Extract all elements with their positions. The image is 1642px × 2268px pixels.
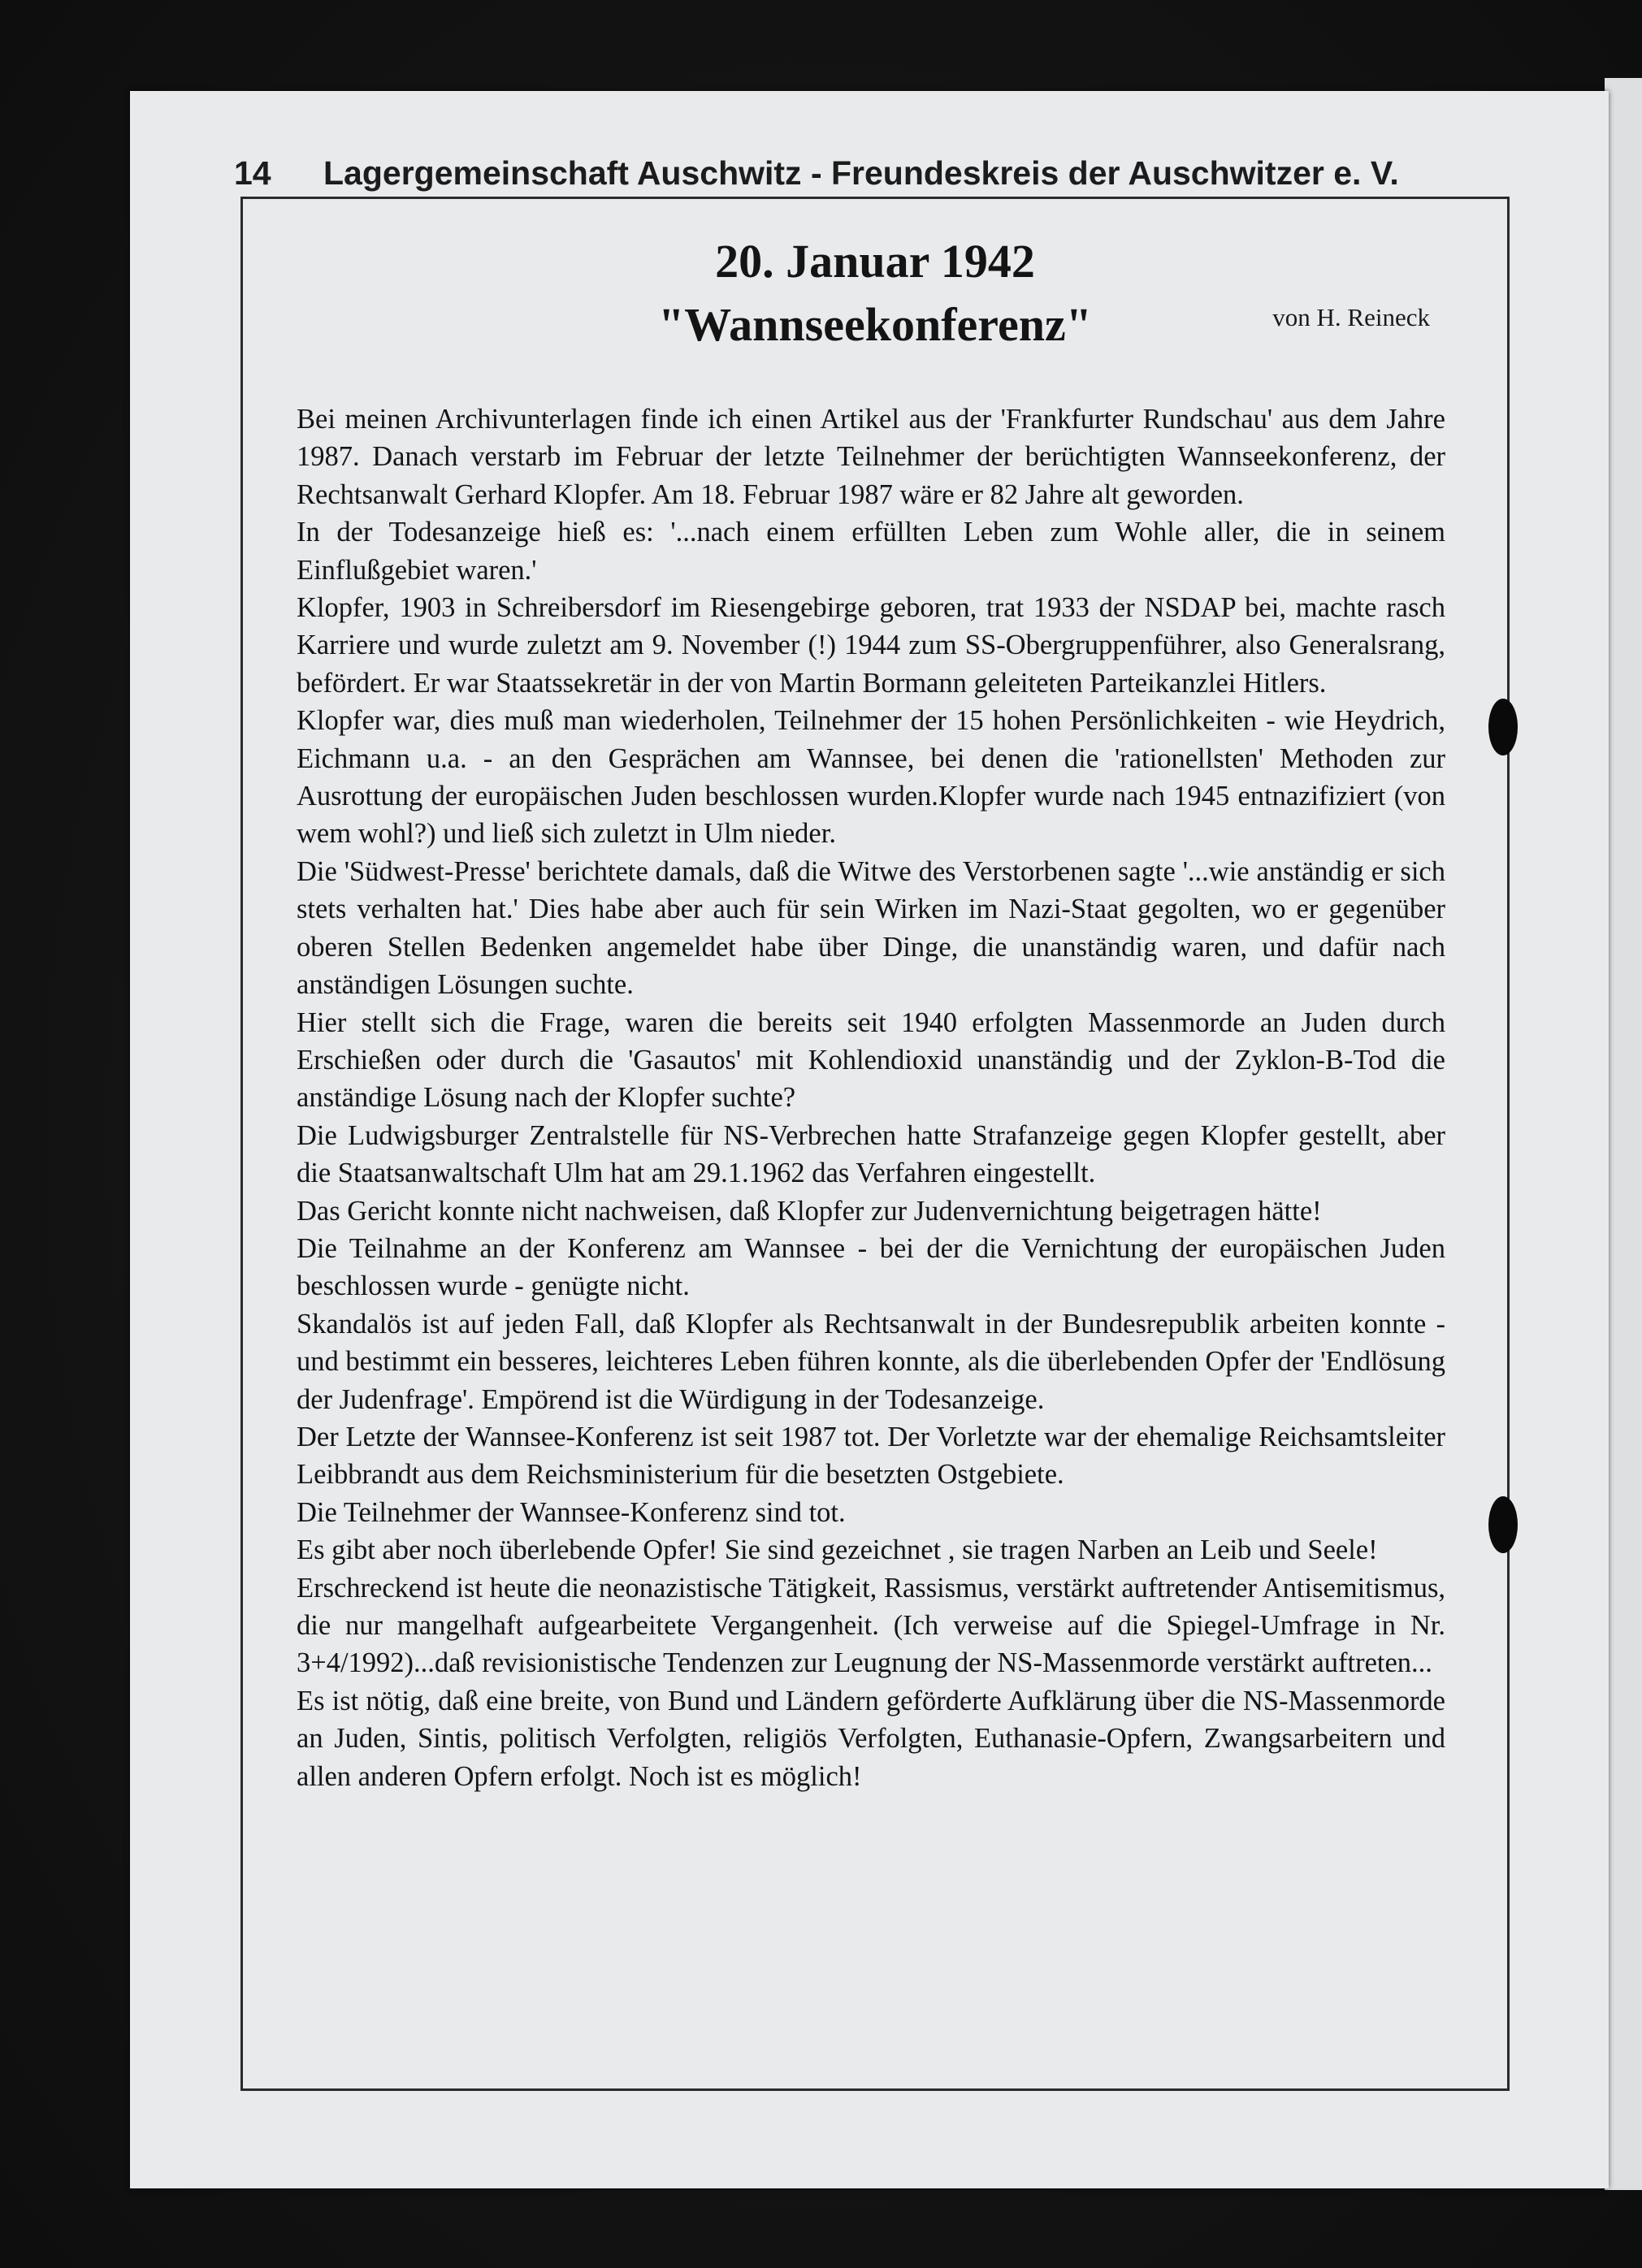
paragraph: Skandalös ist auf jeden Fall, daß Klopfer als Rechtsanwalt in der Bundesrepublik arbeiten konnte - und bestimmt ein besseres, leichteres Leben führen konnte, als die überlebenden Opfer der 'Endlösung der Judenfrage'. Empörend ist die Würdigung in der Todesanzeige. [297,1308,1445,1415]
paragraph: Die 'Südwest-Presse' berichtete damals, daß die Witwe des Verstorbenen sagte '...wie anständig er sich stets verhalten hat.' Dies habe aber auch für sein Wirken im Nazi-Staat gegolten, wo er gegenüber oberen Stellen Bedenken angemeldet habe über Dinge, die unanständig waren, und dafür nach anständigen Lösungen suchte. [297,855,1445,1001]
paragraph: Klopfer war, dies muß man wiederholen, Teilnehmer der 15 hohen Persönlichkeiten - wie Heydrich, Eichmann u.a. - an den Gesprächen am Wannsee, bei denen die 'rationellsten' Methoden zur Ausrottung der europäischen Juden beschlossen wurden.Klopfer wurde nach 1945 entnazifiziert (von wem wohl?) und ließ sich zuletzt in Ulm nieder. [297,705,1445,850]
paragraph: Das Gericht konnte nicht nachweisen, daß Klopfer zur Judenvernichtung beigetragen hätte! [297,1195,1322,1227]
paragraph: Klopfer, 1903 in Schreibersdorf im Riesengebirge geboren, trat 1933 der NSDAP bei, machte rasch Karriere und wurde zuletzt am 9. November (!) 1944 zum SS-Obergruppenführer, also Generalsrang, befördert. Er war Staatssekretär in der von Martin Bormann geleiteten Parteikanzlei Hitlers. [297,592,1445,699]
article-frame [240,197,1510,2091]
article-title-date: 20. Januar 1942 [715,235,1035,288]
page-number: 14 [234,154,271,192]
paragraph: Die Teilnahme an der Konferenz am Wannsee - bei der die Vernichtung der europäischen Juden beschlossen wurde - genügte nicht. [297,1232,1445,1302]
article-title [243,230,1507,357]
running-header [234,154,1399,193]
publication-title: Lagergemeinschaft Auschwitz - Freundeskreis der Auschwitzer e. V. [323,154,1399,192]
paragraph: Es ist nötig, daß eine breite, von Bund und Ländern geförderte Aufklärung über die NS-Massenmorde an Juden, Sintis, politisch Verfolgten, religiös Verfolgten, Euthanasie-Opfern, Zwangsarbeitern und allen anderen Opfern erfolgt. Noch ist es möglich! [297,1685,1445,1792]
paragraph: Die Ludwigsburger Zentralstelle für NS-Verbrechen hatte Strafanzeige gegen Klopfer gestellt, aber die Staatsanwaltschaft Ulm hat am 29.1.1962 das Verfahren eingestellt. [297,1119,1445,1189]
paragraph: Die Teilnehmer der Wannsee-Konferenz sind tot. [297,1496,846,1528]
article-byline: von H. Reineck [1272,303,1430,331]
paragraph: Der Letzte der Wannsee-Konferenz ist seit 1987 tot. Der Vorletzte war der ehemalige Reichsamtsleiter Leibbrandt aus dem Reichsministerium für die besetzten Ostgebiete. [297,1421,1445,1491]
article-body [297,400,1445,1795]
article-title-main: "Wannseekonferenz" [658,298,1092,351]
punch-hole-lower [1488,1496,1518,1553]
punch-hole-upper [1488,699,1518,755]
paragraph: Bei meinen Archivunterlagen finde ich einen Artikel aus der 'Frankfurter Rundschau' aus dem Jahre 1987. Danach verstarb im Februar der letzte Teilnehmer der berüchtigten Wannseekonferenz, der Rechtsanwalt Gerhard Klopfer. Am 18. Februar 1987 wäre er 82 Jahre alt geworden. [297,404,1445,510]
paragraph: Erschreckend ist heute die neonazistische Tätigkeit, Rassismus, verstärkt auftretender Antisemitismus, die nur mangelhaft aufgearbeitete Vergangenheit. (Ich verweise auf die Spiegel-Umfrage in Nr. 3+4/1992)...daß revisionistische Tendenzen zur Leugnung der NS-Massenmorde verstärkt auftreten... [297,1572,1445,1679]
paragraph: Es gibt aber noch überlebende Opfer! Sie sind gezeichnet , sie tragen Narben an Leib und Seele! [297,1534,1378,1566]
next-page-edge [1605,78,1642,2190]
paragraph: In der Todesanzeige hieß es: '...nach einem erfüllten Leben zum Wohle aller, die in seinem Einflußgebiet waren.' [297,517,1445,586]
paragraph: Hier stellt sich die Frage, waren die bereits seit 1940 erfolgten Massenmorde an Juden durch Erschießen oder durch die 'Gasautos' mit Kohlendioxid unanständig und der Zyklon-B-Tod die anständige Lösung nach der Klopfer suchte? [297,1006,1445,1114]
document-page [130,91,1609,2188]
